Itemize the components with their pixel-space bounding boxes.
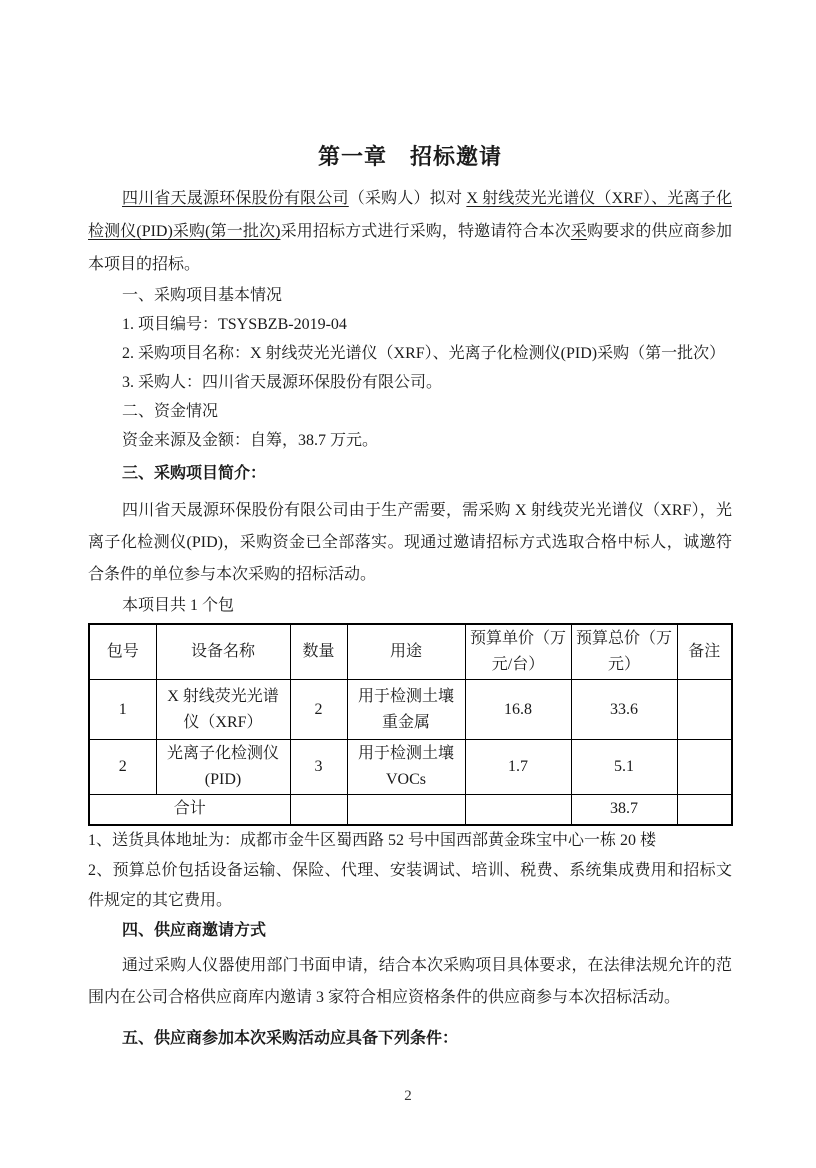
section1-item-project-name: 2. 采购项目名称：X 射线荧光光谱仪（XRF）、光离子化检测仪(PID)采购（第一批次）	[122, 345, 726, 362]
col-header-total-price: 预算总价（万 元）	[571, 624, 677, 680]
intro-text-1: （采购人）拟对	[348, 190, 467, 207]
cell-quantity: 2	[290, 680, 347, 740]
section2-funding-line: 资金来源及金额：自筹，38.7 万元。	[122, 432, 379, 449]
cell-grand-total: 38.7	[571, 795, 677, 825]
package-count-note: 本项目共 1 个包	[122, 597, 235, 614]
intro-purchaser-name: 四川省天晟源环保股份有限公司	[122, 190, 349, 207]
cell-device-name: 光离子化检测仪 (PID)	[156, 740, 290, 795]
section5-heading: 五、供应商参加本次采购活动应具备下列条件：	[122, 1029, 459, 1047]
cell-remarks	[677, 740, 732, 795]
cell-purpose	[347, 795, 465, 825]
page-number: 2	[404, 1088, 412, 1104]
section1-item-purchaser: 3. 采购人：四川省天晟源环保股份有限公司。	[122, 374, 443, 391]
cell-purpose: 用于检测土壤 VOCs	[347, 740, 465, 795]
cell-quantity: 3	[290, 740, 347, 795]
col-header-remarks: 备注	[677, 624, 732, 680]
cell-package-no: 1	[89, 680, 156, 740]
cell-package-no: 2	[89, 740, 156, 795]
cell-total-price: 5.1	[571, 740, 677, 795]
col-header-quantity: 数量	[290, 624, 347, 680]
section1-item-project-no: 1. 项目编号：TSYSBZB-2019-04	[122, 316, 347, 333]
section3-heading: 三、采购项目简介：	[122, 465, 267, 482]
table-footer-row	[89, 795, 732, 825]
table-row	[89, 740, 732, 795]
section4-paragraph: 通过采购人仪器使用部门书面申请，结合本次采购项目具体要求，在法律法规允许的范围内在公司合格供应商库内邀请 3 家符合相应资格条件的供应商参与本次招标活动。	[88, 956, 732, 1006]
col-header-purpose: 用途	[347, 624, 465, 680]
cell-unit-price: 16.8	[465, 680, 571, 740]
table-row	[89, 680, 732, 740]
intro-text-2: 采用招标方式进行采购，特邀请符合本次	[280, 223, 571, 240]
cell-unit-price	[465, 795, 571, 825]
section3-paragraph: 四川省天晟源环保股份有限公司由于生产需要，需采购 X 射线荧光光谱仪（XRF），光离子化检测仪(PID)，采购资金已全部落实。现通过邀请招标方式选取合格中标人，诚邀符合条件的单位参与本次采购的招标活动。	[88, 502, 732, 583]
package-table	[88, 623, 733, 826]
cell-remarks	[677, 680, 732, 740]
note-budget-scope: 2、预算总价包括设备运输、保险、代理、安装调试、培训、税费、系统集成费用和招标文件规定的其它费用。	[88, 861, 732, 909]
section2-heading: 二、资金情况	[122, 403, 219, 420]
cell-device-name: X 射线荧光光谱 仪（XRF）	[156, 680, 290, 740]
col-header-package-no: 包号	[89, 624, 156, 680]
cell-total-label: 合计	[89, 795, 290, 825]
section1-heading: 一、采购项目基本情况	[122, 287, 283, 304]
section4-heading: 四、供应商邀请方式	[122, 921, 267, 939]
cell-purpose: 用于检测土壤 重金属	[347, 680, 465, 740]
document-content	[88, 142, 732, 1054]
intro-project-name: X 射线荧光光谱仪（XRF）、光离子化检测仪(PID)采购(第一批次)	[88, 190, 732, 240]
intro-underlined-char: 采	[570, 223, 587, 240]
note-delivery-address: 1、送货具体地址为：成都市金牛区蜀西路 52 号中国西部黄金珠宝中心一栋 20 楼	[88, 831, 657, 849]
page-title: 第一章 招标邀请	[317, 144, 502, 169]
intro-paragraph	[88, 182, 732, 281]
col-header-device-name: 设备名称	[156, 624, 290, 680]
table-header-row	[89, 624, 732, 680]
intro-text-3: 购要求的供应商参加本项目的招标。	[88, 223, 732, 273]
cell-remarks	[677, 795, 732, 825]
col-header-unit-price: 预算单价（万 元/台）	[465, 624, 571, 680]
cell-unit-price: 1.7	[465, 740, 571, 795]
cell-quantity	[290, 795, 347, 825]
cell-total-price: 33.6	[571, 680, 677, 740]
